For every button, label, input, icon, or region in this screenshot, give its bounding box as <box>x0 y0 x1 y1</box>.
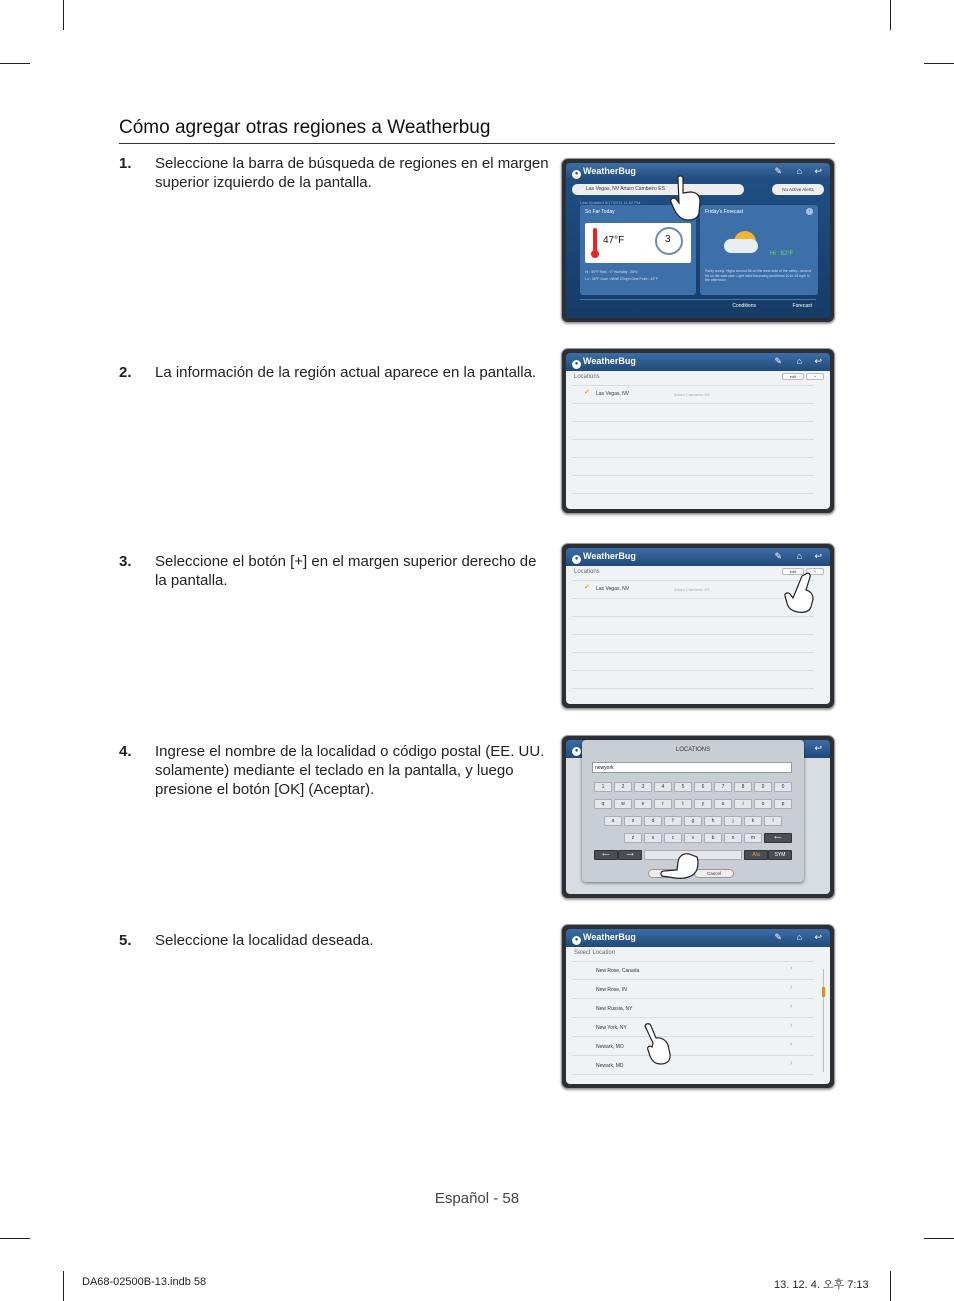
weatherbug-logo: ● WeatherBug <box>572 932 636 945</box>
list-item[interactable]: Newark, MD <box>596 1063 624 1069</box>
key[interactable]: v <box>684 833 702 843</box>
key[interactable]: g <box>684 816 702 826</box>
weatherbug-logo: ● WeatherBug <box>572 356 636 369</box>
crop-mark <box>890 0 891 30</box>
key[interactable]: 4 <box>654 782 672 792</box>
partly-cloudy-icon <box>718 227 758 253</box>
keyboard-title: LOCATIONS <box>675 747 711 753</box>
cancel-button[interactable]: Cancel <box>694 869 734 878</box>
panel-title: So Far Today <box>585 209 615 215</box>
edit-button[interactable]: edit <box>782 373 804 380</box>
list-item[interactable]: Newark, MO <box>596 1044 624 1050</box>
step-number: 4. <box>119 743 132 760</box>
key[interactable]: z <box>624 833 642 843</box>
step-text: Ingrese el nombre de la localidad o código postal (EE. UU. solamente) mediante el teclado en la pantalla, y luego presione el botón [OK] (Aceptar). <box>155 743 545 798</box>
key[interactable]: o <box>754 799 772 809</box>
key[interactable]: 1 <box>594 782 612 792</box>
today-stats: Hi : 50°F Rain : 0" Humidity : 55% Lo : 36°F Gust : NNW 23mph Dew Point : 42°F <box>585 270 658 281</box>
location-name[interactable]: Las Vegas, NV <box>596 586 630 592</box>
chevron-right-icon: › <box>790 1060 793 1067</box>
panel-title: Friday's Forecast <box>705 209 744 215</box>
chevron-right-icon: › <box>790 965 793 972</box>
locations-header: Locations <box>574 374 600 380</box>
locations-header: Locations <box>574 569 600 575</box>
app-body <box>566 371 830 509</box>
step-number: 5. <box>119 932 132 949</box>
thermometer-bulb <box>591 250 599 258</box>
key[interactable]: w <box>614 799 632 809</box>
key[interactable]: h <box>704 816 722 826</box>
back-icon[interactable]: ↩ <box>814 166 822 176</box>
key[interactable]: c <box>664 833 682 843</box>
app-header <box>566 929 830 947</box>
edit-icon[interactable]: ✎ <box>774 356 782 366</box>
key[interactable]: i <box>734 799 752 809</box>
crop-mark <box>924 63 954 64</box>
screenshot-locations-add <box>561 543 835 709</box>
hand-pointer-icon <box>782 572 816 614</box>
key[interactable]: f <box>664 816 682 826</box>
screenshot-select-location <box>561 924 835 1089</box>
home-icon[interactable]: ⌂ <box>796 932 802 942</box>
screenshot-keyboard <box>561 735 835 899</box>
alerts-badge[interactable]: No Active Alerts <box>772 184 824 195</box>
home-icon[interactable]: ⌂ <box>796 166 802 176</box>
key[interactable]: k <box>744 816 762 826</box>
hand-pointer-icon <box>660 850 700 880</box>
key[interactable]: 7 <box>714 782 732 792</box>
key[interactable]: x <box>644 833 662 843</box>
back-icon[interactable]: ↩ <box>814 356 822 366</box>
print-slug-left: DA68-02500B-13.indb 58 <box>82 1276 207 1288</box>
crop-mark <box>924 1238 954 1239</box>
page-title: Cómo agregar otras regiones a Weatherbug <box>119 117 491 138</box>
chevron-right-icon[interactable]: › <box>806 208 813 215</box>
home-icon[interactable]: ⌂ <box>796 356 802 366</box>
key[interactable]: t <box>674 799 692 809</box>
key[interactable]: u <box>714 799 732 809</box>
crop-mark <box>63 0 64 30</box>
key[interactable]: 8 <box>734 782 752 792</box>
key[interactable]: b <box>704 833 722 843</box>
step-number: 1. <box>119 155 132 172</box>
key[interactable]: d <box>644 816 662 826</box>
key[interactable]: 9 <box>754 782 772 792</box>
crop-mark <box>890 1271 891 1301</box>
backspace-key[interactable]: ⟵ <box>764 833 792 843</box>
weatherbug-logo: ● WeatherBug <box>572 551 636 564</box>
chevron-right-icon: › <box>790 984 793 991</box>
chevron-right-icon: › <box>790 1022 793 1029</box>
cursor-left-key[interactable]: ⟵ <box>594 850 618 860</box>
crop-mark <box>63 1271 64 1301</box>
caps-key[interactable]: A/a <box>744 850 768 860</box>
key[interactable]: 3 <box>634 782 652 792</box>
hand-pointer-icon <box>670 175 704 221</box>
list-item[interactable]: New Russia, NY <box>596 1006 633 1012</box>
forecast-high: Hi : 62°F <box>770 251 794 257</box>
key[interactable]: a <box>604 816 622 826</box>
key[interactable]: 2 <box>614 782 632 792</box>
crop-mark <box>0 1238 30 1239</box>
step-text: Seleccione el botón [+] en el margen superior derecho de la pantalla. <box>155 553 537 589</box>
screenshot-locations <box>561 348 835 514</box>
app-body <box>566 947 830 1084</box>
temperature-box <box>585 223 691 263</box>
edit-icon[interactable]: ✎ <box>774 932 782 942</box>
list-item[interactable]: New York, NY <box>596 1025 627 1031</box>
key[interactable]: q <box>594 799 612 809</box>
home-icon[interactable]: ⌂ <box>796 551 802 561</box>
check-icon: ✓ <box>584 584 590 591</box>
back-icon[interactable]: ↩ <box>814 551 822 561</box>
wind-dial-icon: 3 <box>655 227 683 255</box>
region-search-bar[interactable]: Las Vegas, NV Arturo Cambeiro ES <box>572 184 744 195</box>
app-header <box>566 353 830 371</box>
back-icon[interactable]: ↩ <box>814 932 822 942</box>
bottom-tabs <box>580 299 816 313</box>
key[interactable]: r <box>654 799 672 809</box>
key[interactable]: 0 <box>774 782 792 792</box>
forecast-text: Partly sunny. Highs around 66 on the west side of the valley...around 65 on the east side. Light wind becoming southeast 10 to 15 mph in the afternoon. <box>705 269 812 282</box>
list-item[interactable]: New Rose, Canada <box>596 968 640 974</box>
step-number: 3. <box>119 553 132 570</box>
cursor-right-key[interactable]: ⟶ <box>618 850 642 860</box>
crop-mark <box>0 63 30 64</box>
key[interactable]: j <box>724 816 742 826</box>
key[interactable]: 6 <box>694 782 712 792</box>
list-item[interactable]: New Rose, IN <box>596 987 627 993</box>
page-number: Español - 58 <box>434 1190 520 1207</box>
key[interactable]: n <box>724 833 742 843</box>
key[interactable]: l <box>764 816 782 826</box>
add-button[interactable]: + <box>806 373 824 380</box>
step-number: 2. <box>119 364 132 381</box>
location-station: Arturo Cambeiro ES <box>674 587 710 592</box>
key[interactable]: 5 <box>674 782 692 792</box>
step-text: Seleccione la barra de búsqueda de regiones en el margen superior izquierdo de la pantalla. <box>155 155 549 191</box>
add-button[interactable]: + <box>806 568 824 575</box>
key[interactable]: s <box>624 816 642 826</box>
key[interactable]: p <box>774 799 792 809</box>
key[interactable]: y <box>694 799 712 809</box>
tab-conditions[interactable]: Conditions <box>732 303 756 309</box>
location-station: Arturo Cambeiro ES <box>674 392 710 397</box>
hand-pointer-icon <box>642 1023 672 1065</box>
print-slug-right: 13. 12. 4. 오후 7:13 <box>774 1279 869 1291</box>
last-updated: Last Updated 6/17/2011 11:52 PM <box>580 200 641 205</box>
step-text: Seleccione la localidad deseada. <box>155 932 374 949</box>
step-text: La información de la región actual aparece en la pantalla. <box>155 364 537 381</box>
forecast-panel[interactable] <box>700 205 818 295</box>
tab-forecast[interactable]: Forecast <box>792 303 812 309</box>
edit-icon[interactable]: ✎ <box>774 551 782 561</box>
scrollbar[interactable] <box>821 963 826 1078</box>
weatherbug-logo: ● WeatherBug <box>572 166 636 179</box>
location-name[interactable]: Las Vegas, NV <box>596 391 630 397</box>
location-input[interactable]: newyork <box>592 762 792 773</box>
screenshot-weather-main <box>561 158 835 323</box>
edit-button[interactable]: edit <box>782 568 804 575</box>
check-icon: ✓ <box>584 389 590 396</box>
key[interactable]: m <box>744 833 762 843</box>
edit-icon[interactable]: ✎ <box>774 166 782 176</box>
key[interactable]: e <box>634 799 652 809</box>
symbol-key[interactable]: SYM <box>768 850 792 860</box>
chevron-right-icon: › <box>790 1003 793 1010</box>
app-header <box>566 548 830 566</box>
back-icon[interactable]: ↩ <box>814 743 822 753</box>
title-divider <box>119 143 835 144</box>
current-temperature: 47°F <box>603 235 625 246</box>
chevron-right-icon: › <box>790 1041 793 1048</box>
weatherbug-logo: ● <box>572 743 636 756</box>
select-location-header: Select Location <box>574 950 616 956</box>
scrollbar-thumb[interactable] <box>822 987 825 997</box>
